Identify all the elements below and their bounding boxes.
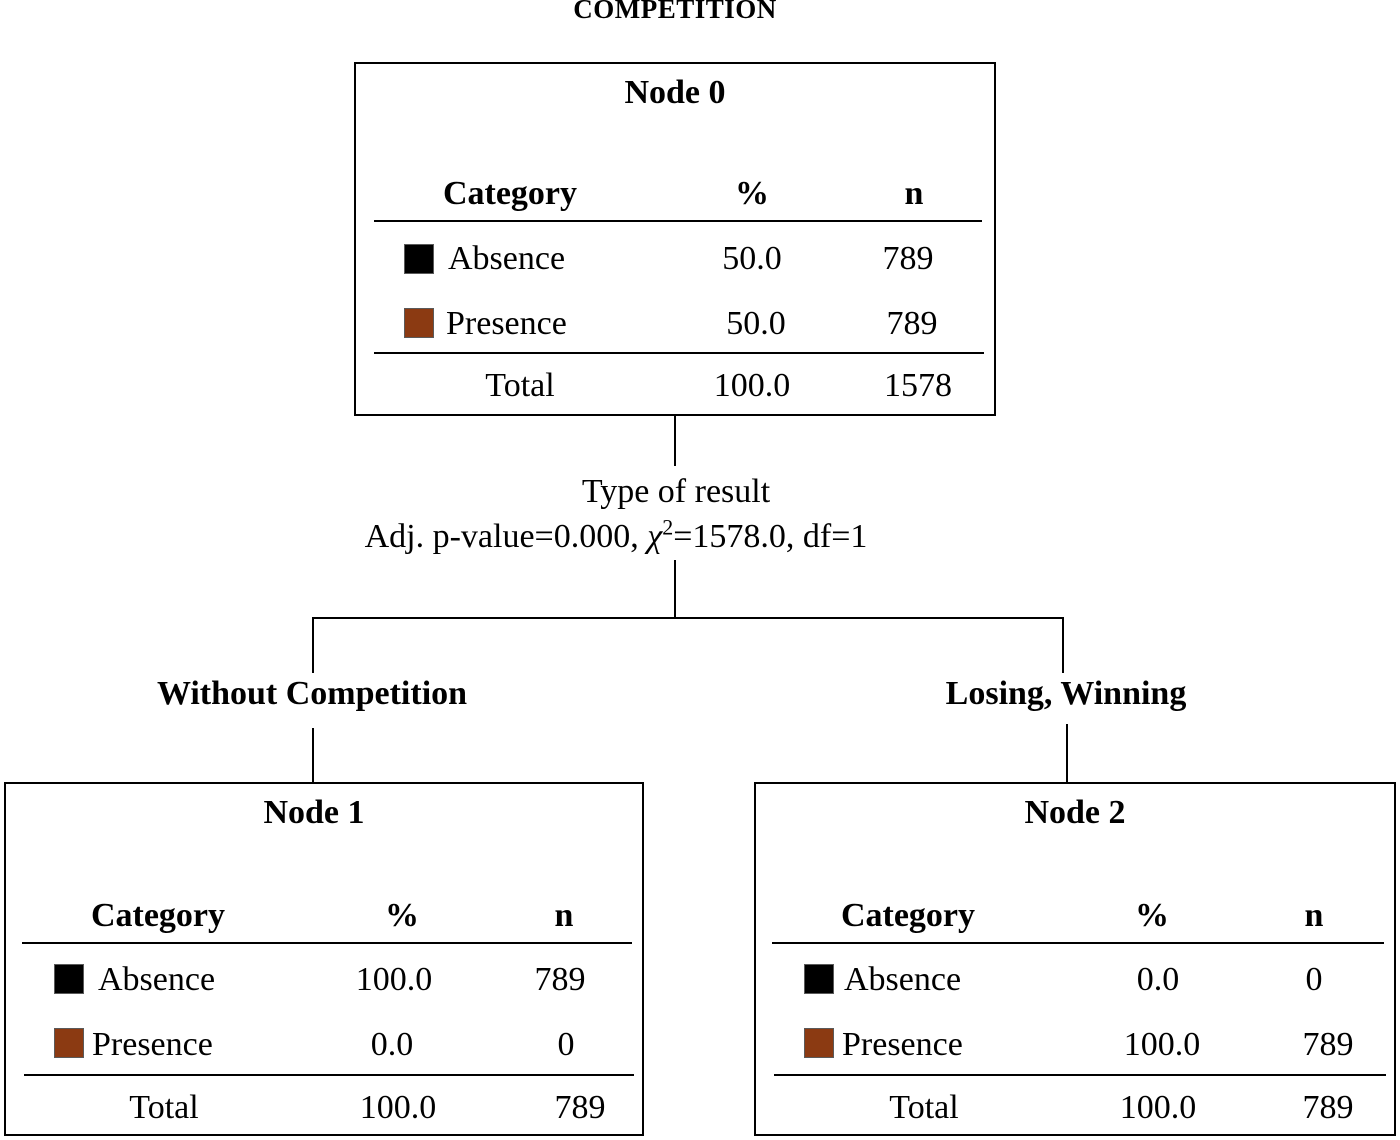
node-0-header-rule: [374, 220, 982, 222]
node-0-total-percent: 100.0: [713, 367, 791, 404]
node-2-total-percent: 100.0: [1119, 1089, 1197, 1126]
node-2-header-category: Category: [840, 897, 976, 934]
node-0-absence-label: Absence: [448, 240, 566, 277]
connector-root-stem: [674, 414, 676, 466]
node-1-header-category: Category: [90, 897, 226, 934]
node-2-total-n: 789: [1302, 1089, 1354, 1126]
chi-square-symbol: χ: [647, 518, 663, 555]
node-1-box: [4, 782, 644, 1136]
node-1-absence-percent: 100.0: [355, 961, 433, 998]
node-2-total-rule: [774, 1074, 1386, 1076]
node-1-title: Node 1: [263, 794, 365, 831]
node-0-presence-n: 789: [886, 305, 938, 342]
node-1-header-n: n: [554, 897, 574, 934]
node-1-presence-percent: 0.0: [370, 1026, 414, 1063]
node-1-total-label: Total: [129, 1089, 199, 1126]
split-stats-suffix: =1578.0, df=1: [673, 518, 868, 555]
node-2-header-percent: %: [1135, 897, 1169, 934]
connector-left-to-node1: [312, 728, 314, 782]
connector-left-drop: [312, 617, 314, 673]
node-1-total-rule: [24, 1074, 634, 1076]
presence-swatch-icon: [804, 1028, 834, 1058]
node-2-header-n: n: [1304, 897, 1324, 934]
diagram-title: COMPETITION: [573, 0, 777, 24]
node-0-header-percent: %: [735, 175, 769, 212]
absence-swatch-icon: [54, 964, 84, 994]
node-2-presence-n: 789: [1302, 1026, 1354, 1063]
absence-swatch-icon: [804, 964, 834, 994]
split-statistics: [266, 514, 966, 557]
node-2-title: Node 2: [1024, 794, 1126, 831]
node-0-total-n: 1578: [884, 367, 952, 404]
node-0-absence-n: 789: [882, 240, 934, 277]
node-0-presence-label: Presence: [446, 305, 567, 342]
branch-label-left: Without Competition: [156, 675, 468, 712]
split-stats-prefix: Adj. p-value=0.000,: [364, 518, 639, 555]
node-1-absence-n: 789: [534, 961, 586, 998]
node-2-presence-label: Presence: [842, 1026, 963, 1063]
node-1-total-percent: 100.0: [359, 1089, 437, 1126]
node-2-total-label: Total: [889, 1089, 959, 1126]
absence-swatch-icon: [404, 244, 434, 274]
split-variable: Type of result: [581, 473, 771, 510]
node-1-absence-label: Absence: [98, 961, 216, 998]
connector-right-to-node2: [1066, 724, 1068, 782]
node-2-box: [754, 782, 1396, 1136]
node-0-presence-percent: 50.0: [726, 305, 786, 342]
node-0-absence-percent: 50.0: [722, 240, 782, 277]
node-2-absence-label: Absence: [844, 961, 962, 998]
node-1-header-percent: %: [385, 897, 419, 934]
node-2-absence-n: 0: [1305, 961, 1323, 998]
connector-right-drop: [1062, 617, 1064, 673]
node-0-header-category: Category: [442, 175, 578, 212]
node-0-title: Node 0: [624, 74, 726, 111]
branch-label-right: Losing, Winning: [945, 675, 1187, 712]
node-0-total-rule: [374, 352, 984, 354]
node-2-absence-percent: 0.0: [1136, 961, 1180, 998]
presence-swatch-icon: [404, 308, 434, 338]
node-0-header-n: n: [904, 175, 924, 212]
node-1-presence-label: Presence: [92, 1026, 213, 1063]
connector-split-stem: [674, 560, 676, 618]
node-0-total-label: Total: [485, 367, 555, 404]
node-1-total-n: 789: [554, 1089, 606, 1126]
node-2-presence-percent: 100.0: [1123, 1026, 1201, 1063]
node-1-header-rule: [22, 942, 632, 944]
presence-swatch-icon: [54, 1028, 84, 1058]
chi-square-exponent: 2: [662, 514, 674, 540]
connector-horizontal-bar: [312, 617, 1064, 619]
node-1-presence-n: 0: [557, 1026, 575, 1063]
node-0-box: [354, 62, 996, 416]
node-2-header-rule: [772, 942, 1384, 944]
